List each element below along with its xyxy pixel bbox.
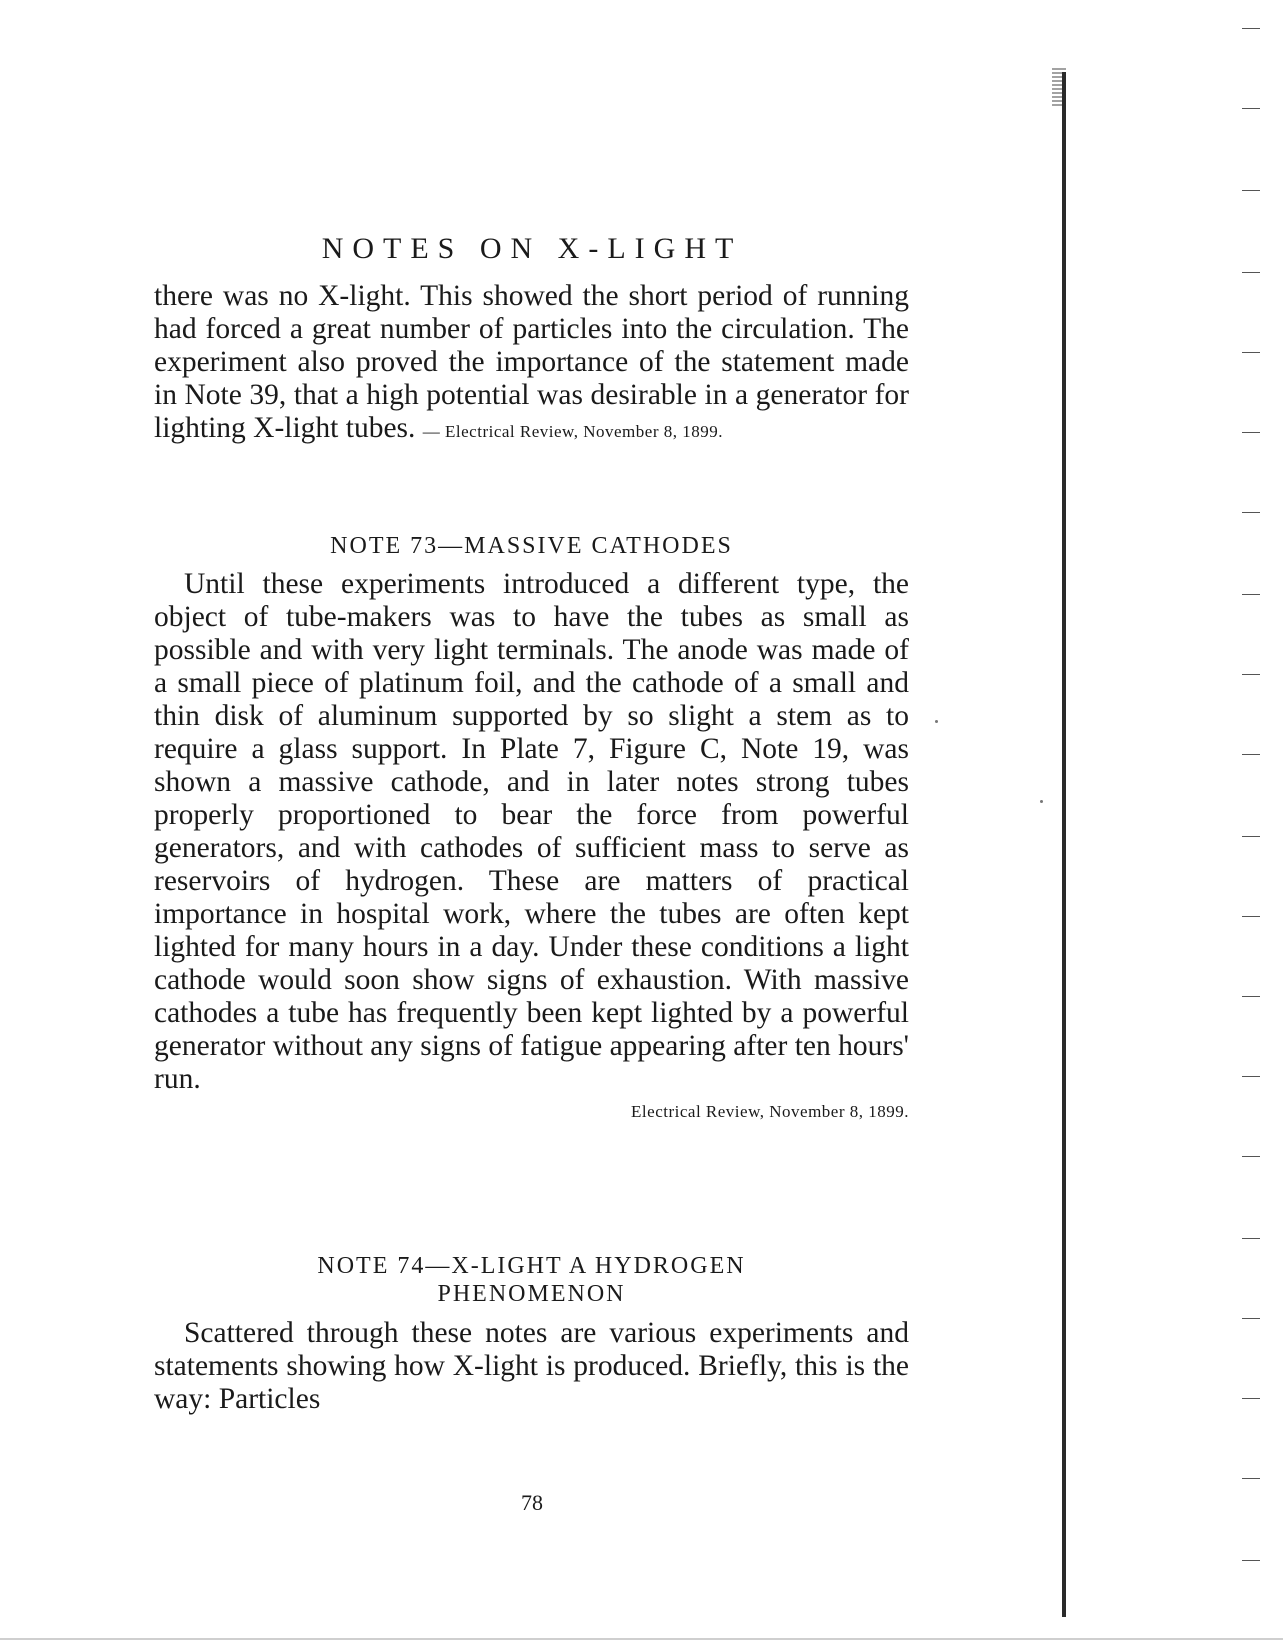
note-74-heading [154,1252,909,1308]
margin-tick [1242,1318,1260,1319]
margin-tick [1242,754,1260,755]
margin-tick [1242,512,1260,513]
margin-tick [1242,432,1260,433]
paper-speck [935,720,938,723]
margin-tick [1242,28,1260,29]
continuation-paragraph [154,280,909,448]
margin-tick [1242,1560,1260,1561]
margin-tick [1242,272,1260,273]
margin-tick [1242,1238,1260,1239]
scan-bottom-edge [0,1638,1283,1640]
paper-speck [1040,800,1043,803]
margin-tick [1242,916,1260,917]
margin-tick [1242,1076,1260,1077]
note-73-body: Until these experiments introduced a different type, the object of tube-makers was to have the tubes as small as possible and with very light terminals. The anode was made of a small piece of platinum foil, and the cathode of a small and thin disk of aluminum supported by so slight a stem as to require a glass support. In Plate 7, Figure C, Note 19, was shown a massive cathode, and in later notes strong tubes properly proportioned to bear the force from powerful generators, and with cathodes of sufficient mass to serve as reservoirs of hydrogen. These are matters of practical importance in hospital work, where the tubes are often kept lighted for many hours in a day. Under these conditions a light cathode would soon show signs of exhaustion. With massive cathodes a tube has frequently been kept lighted by a powerful generator without any signs of fatigue appearing after ten hours' run. [154,568,909,1095]
margin-tick [1242,996,1260,997]
continuation-citation: — Electrical Review, November 8, 1899. [422,422,723,441]
margin-tick [1242,352,1260,353]
continuation-text: there was no X-light. This showed the short period of running had forced a great number of particles into the circulation. The experiment also proved the importance of the statement made in Note 39, that a high potential was desirable in a generator for lighting X-light tubes. [154,280,909,444]
margin-tick [1242,108,1260,109]
margin-tick [1242,674,1260,675]
margin-tick [1242,594,1260,595]
note-74-heading-line1: NOTE 74—X-LIGHT A HYDROGEN [317,1253,746,1279]
margin-tick [1242,836,1260,837]
note-73-section [154,568,909,1124]
margin-tick [1242,1398,1260,1399]
note-73-citation: Electrical Review, November 8, 1899. [631,1102,909,1121]
running-head: NOTES ON X-LIGHT [321,232,743,265]
note-73-heading: NOTE 73—MASSIVE CATHODES [330,533,733,559]
margin-tick [1242,190,1260,191]
note-74-section [154,1317,909,1416]
margin-tick [1242,1478,1260,1479]
binding-edge-line [1062,72,1066,1617]
page-number: 78 [521,1490,543,1515]
note-74-heading-line2: PHENOMENON [437,1281,626,1307]
margin-tick [1242,1156,1260,1157]
note-74-body: Scattered through these notes are various experiments and statements showing how X-light is produced. Briefly, this is the way: Particles [154,1317,909,1415]
